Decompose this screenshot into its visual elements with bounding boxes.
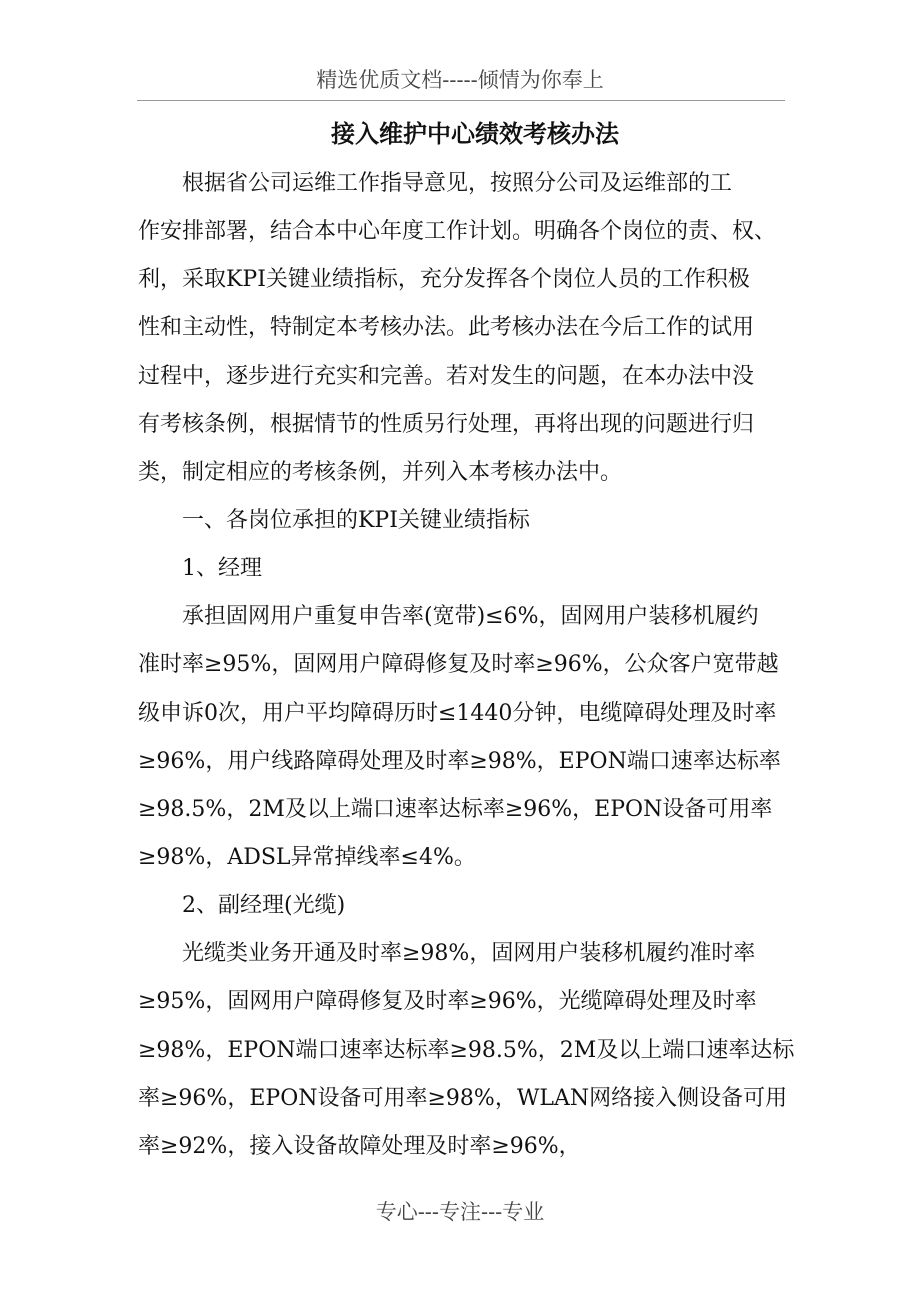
paragraph-line: ≥98%，ADSL异常掉线率≤4%。 <box>138 844 476 870</box>
item-heading-deputy-manager: 2、副经理(光缆) <box>182 893 346 919</box>
paragraph-line: 根据省公司运维工作指导意见，按照分公司及运维部的工 <box>182 171 733 196</box>
paragraph-line: 准时率≥95%，固网用户障碍修复及时率≥96%，公众客户宽带越 <box>138 652 779 678</box>
paragraph-line: 率≥96%，EPON设备可用率≥98%，WLAN网络接入侧设备可用 <box>138 1085 788 1111</box>
paragraph-line: ≥98.5%，2M及以上端口速率达标率≥96%，EPON设备可用率 <box>138 796 773 822</box>
header-divider <box>137 100 785 101</box>
section-heading: 一、各岗位承担的KPI关键业绩指标 <box>182 507 530 533</box>
item-heading-manager: 1、经理 <box>182 556 262 582</box>
paragraph-line: 有考核条例，根据情节的性质另行处理，再将出现的问题进行归 <box>138 411 755 437</box>
paragraph-line: 过程中，逐步进行充实和完善。若对发生的问题，在本办法中没 <box>138 363 755 389</box>
paragraph-line: ≥98%，EPON端口速率达标率≥98.5%，2M及以上端口速率达标 <box>138 1037 795 1063</box>
document-title: 接入维护中心绩效考核办法 <box>331 120 619 148</box>
document-body <box>138 160 798 1171</box>
paragraph-line: 性和主动性，特制定本考核办法。此考核办法在今后工作的试用 <box>138 315 755 341</box>
paragraph-line: 级申诉0次，用户平均障碍历时≤1440分钟，电缆障碍处理及时率 <box>138 700 777 726</box>
paragraph-line: 率≥92%，接入设备故障处理及时率≥96%， <box>138 1133 581 1159</box>
paragraph-line: 类，制定相应的考核条例，并列入本考核办法中。 <box>138 459 623 485</box>
paragraph-line: ≥95%，固网用户障碍修复及时率≥96%，光缆障碍处理及时率 <box>138 989 757 1015</box>
page-footer: 专心---专注---专业 <box>375 1200 545 1224</box>
paragraph-line: 承担固网用户重复申告率(宽带)≤6%，固网用户装移机履约 <box>182 604 759 630</box>
paragraph-line: 光缆类业务开通及时率≥98%，固网用户装移机履约准时率 <box>182 941 756 967</box>
paragraph-line: 作安排部署，结合本中心年度工作计划。明确各个岗位的责、权、 <box>138 219 777 245</box>
paragraph-line: 利，采取KPI关键业绩指标，充分发挥各个岗位人员的工作积极 <box>138 267 750 293</box>
page-header: 精选优质文档-----倾情为你奉上 <box>316 68 604 92</box>
paragraph-line: ≥96%，用户线路障碍处理及时率≥98%，EPON端口速率达标率 <box>138 748 781 774</box>
